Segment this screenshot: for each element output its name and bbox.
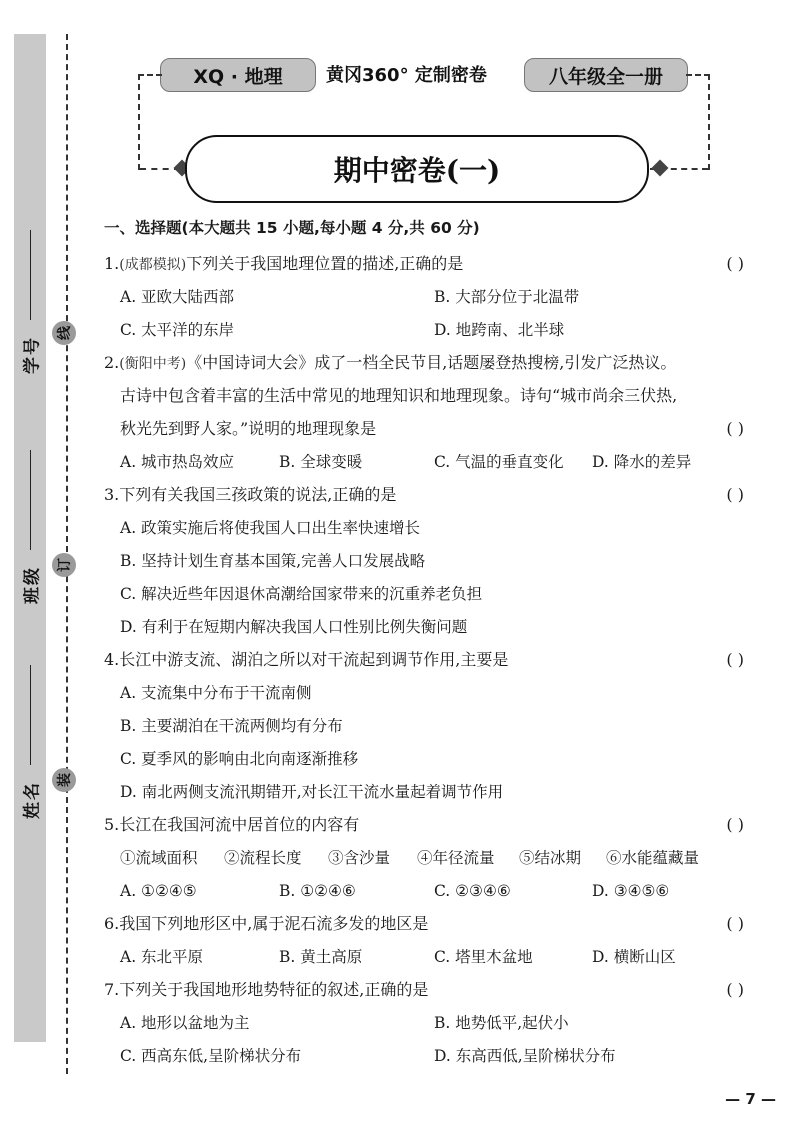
item-1: ①流域面积	[120, 849, 198, 867]
option-d: D. 横断山区	[592, 948, 676, 966]
question-text: 下列关于我国地形地势特征的叙述,正确的是	[119, 980, 429, 999]
option-b: B. 大部分位于北温带	[434, 288, 580, 306]
option-c: C. 西高东低,呈阶梯状分布	[120, 1047, 302, 1065]
option-a: A. 东北平原	[120, 948, 204, 966]
answer-blank: ( )	[726, 815, 744, 834]
bind-circle-bind: 装	[52, 768, 76, 792]
question-2-stem-line3	[120, 416, 744, 442]
bind-circle-staple: 订	[52, 553, 76, 577]
header-connector-right	[686, 74, 710, 170]
option-b: B. 坚持计划生育基本国策,完善人口发展战略	[120, 552, 426, 570]
page-title: 期中密卷(一)	[185, 135, 649, 203]
option-a: A. 支流集中分布于干流南侧	[120, 684, 312, 702]
question-text: 秋光先到野人家。”说明的地理现象是	[120, 419, 377, 438]
grade-pill: 八年级全一册	[524, 58, 688, 92]
option-a: A. 亚欧大陆西部	[120, 288, 235, 306]
option-b: B. ①②④⑥	[279, 882, 356, 900]
student-no-line	[30, 230, 31, 320]
question-number: 7.	[104, 980, 120, 999]
subject-pill: XQ · 地理	[160, 58, 316, 92]
option-a: A. ①②④⑤	[120, 882, 197, 900]
question-number: 3.	[104, 485, 120, 504]
option-d: D. 有利于在短期内解决我国人口性别比例失衡问题	[120, 618, 468, 636]
header-connector-left	[138, 74, 162, 170]
question-source: (衡阳中考)	[119, 356, 187, 372]
question-text: 下列有关我国三孩政策的说法,正确的是	[119, 485, 397, 504]
option-d: D. 地跨南、北半球	[434, 321, 565, 339]
option-d: D. 东高西低,呈阶梯状分布	[434, 1047, 616, 1065]
option-c: C. 塔里木盆地	[434, 948, 533, 966]
question-number: 1.	[104, 254, 120, 273]
series-title: 黄冈360° 定制密卷	[326, 65, 487, 86]
question-text: 《中国诗词大会》成了一档全民节目,话题屡登热搜榜,引发广泛热议。	[186, 353, 677, 372]
question-2-stem	[104, 350, 676, 376]
question-2-stem-line2: 古诗中包含着丰富的生活中常见的地理知识和地理现象。诗句“城市尚余三伏热,	[120, 386, 678, 405]
question-1-stem	[104, 251, 744, 277]
page-number: — 7 —	[725, 1090, 776, 1108]
student-no-label: 学号	[22, 336, 43, 374]
answer-blank: ( )	[726, 650, 744, 669]
class-label: 班级	[22, 566, 43, 604]
name-line	[30, 665, 31, 765]
question-number: 4.	[104, 650, 120, 669]
item-6: ⑥水能蕴藏量	[606, 849, 700, 867]
question-number: 6.	[104, 914, 120, 933]
option-b: B. 全球变暖	[279, 453, 363, 471]
question-5-stem	[104, 812, 744, 838]
option-b: B. 黄土高原	[279, 948, 363, 966]
option-c: C. 解决近些年因退休高潮给国家带来的沉重养老负担	[120, 585, 483, 603]
option-c: C. 太平洋的东岸	[120, 321, 235, 339]
option-d: D. 南北两侧支流汛期错开,对长江干流水量起着调节作用	[120, 783, 504, 801]
question-3-stem	[104, 482, 744, 508]
question-text: 长江在我国河流中居首位的内容有	[119, 815, 360, 834]
question-number: 5.	[104, 815, 120, 834]
answer-blank: ( )	[726, 980, 744, 999]
diamond-right	[652, 160, 669, 177]
question-6-stem	[104, 911, 744, 937]
option-d: D. ③④⑤⑥	[592, 882, 670, 900]
class-line	[30, 450, 31, 550]
question-text: 我国下列地形区中,属于泥石流多发的地区是	[119, 914, 429, 933]
question-source: (成都模拟)	[119, 257, 187, 273]
option-c: C. 气温的垂直变化	[434, 453, 564, 471]
name-label: 姓名	[22, 781, 43, 819]
option-a: A. 政策实施后将使我国人口出生率快速增长	[120, 519, 421, 537]
answer-blank: ( )	[726, 485, 744, 504]
header-row	[160, 58, 686, 92]
section-heading: 一、选择题(本大题共 15 小题,每小题 4 分,共 60 分)	[104, 219, 480, 237]
question-7-stem	[104, 977, 744, 1003]
question-4-stem	[104, 647, 744, 673]
option-d: D. 降水的差异	[592, 453, 692, 471]
item-4: ④年径流量	[417, 849, 495, 867]
answer-blank: ( )	[726, 254, 744, 273]
item-3: ③含沙量	[328, 849, 391, 867]
option-b: B. 地势低平,起伏小	[434, 1014, 569, 1032]
option-c: C. ②③④⑥	[434, 882, 511, 900]
item-2: ②流程长度	[224, 849, 302, 867]
answer-blank: ( )	[726, 419, 744, 438]
option-c: C. 夏季风的影响由北向南逐渐推移	[120, 750, 359, 768]
item-5: ⑤结冰期	[519, 849, 582, 867]
answer-blank: ( )	[726, 914, 744, 933]
question-text: 下列关于我国地理位置的描述,正确的是	[186, 254, 464, 273]
option-a: A. 城市热岛效应	[120, 453, 235, 471]
question-text: 长江中游支流、湖泊之所以对干流起到调节作用,主要是	[119, 650, 509, 669]
option-b: B. 主要湖泊在干流两侧均有分布	[120, 717, 343, 735]
bind-circle-line: 线	[52, 321, 76, 345]
option-a: A. 地形以盆地为主	[120, 1014, 250, 1032]
question-number: 2.	[104, 353, 120, 372]
